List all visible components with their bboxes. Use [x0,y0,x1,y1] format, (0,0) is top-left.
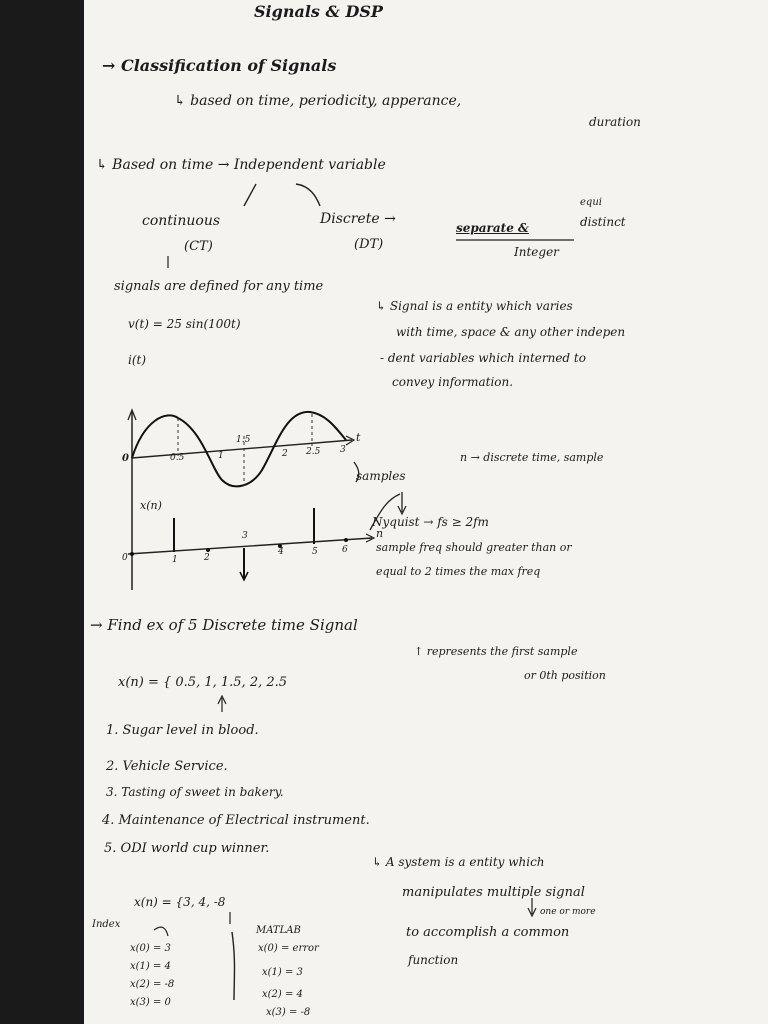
samples-label: samples [356,469,406,483]
arrow-to-continuous [244,184,256,206]
sequence-line: x(n) = { 0.5, 1, 1.5, 2, 2.5 [118,675,288,690]
index-label: Index [92,919,121,930]
index-row-0: x(0) = 3 [130,943,171,954]
sample-dot-2 [206,548,210,552]
example-1: 1. Sugar level in blood. [106,723,259,738]
signal-def-4: convey information. [392,375,514,389]
matlab-row-2: x(2) = 4 [262,989,303,1000]
equi-label: equi [580,197,602,208]
distinct-label: distinct [580,215,626,229]
notebook-page [84,0,768,1024]
matlab-row-3: x(3) = -8 [266,1007,311,1018]
index-row-2: x(2) = -8 [130,979,175,990]
discrete-tick-1: 1 [172,555,178,565]
page-title: Signals & DSP [254,2,383,21]
discrete-tick-5: 5 [312,547,318,557]
graph-tick-2: 2 [282,449,288,459]
separate-label: separate & [456,221,529,235]
equation-i: i(t) [128,353,147,367]
discrete-tick-4: 4 [278,547,284,557]
example-2: 2. Vehicle Service. [106,759,228,774]
graph-origin: 0 [122,453,129,464]
classification-heading: → Classification of Signals [102,56,337,75]
matlab-separator [232,932,235,1000]
defined-line: signals are defined for any time [114,279,324,294]
index-arrow [154,927,168,936]
equation-v: v(t) = 25 sin(100t) [128,317,241,331]
index-row-3: x(3) = 0 [130,997,171,1008]
discrete-tick-3: 3 [242,531,248,541]
signal-def-1: ↳ Signal is a entity which varies [376,299,573,313]
dt-label: (DT) [354,237,384,252]
nyquist-line: Nyquist → fs ≥ 2fm [372,515,489,529]
ct-label: (CT) [184,239,213,254]
system-4: function [408,953,459,967]
graph-tick-1: 1 [218,451,224,461]
continuous-label: continuous [142,213,221,229]
classification-basis: ↳ based on time, periodicity, apperance, [174,93,462,109]
handdrawn-sketches [84,0,768,1024]
discrete-tick-0: 0 [122,553,128,563]
discrete-tick-2: 2 [204,553,210,563]
example-3: 3. Tasting of sweet in bakery. [106,785,284,799]
index-sequence: x(n) = {3, 4, -8 [134,895,226,909]
find-heading: → Find ex of 5 Discrete time Signal [90,616,358,634]
signal-def-2: with time, space & any other indepen [396,325,626,339]
example-5: 5. ODI world cup winner. [104,841,270,856]
matlab-row-0: x(0) = error [258,943,319,954]
system-2: manipulates multiple signal [402,885,585,900]
classification-basis-cont: duration [589,115,641,129]
graph-tick-25: 2.5 [306,447,321,457]
matlab-label: MATLAB [256,925,301,936]
system-3: to accomplish a common [406,925,570,940]
index-row-1: x(1) = 4 [130,961,171,972]
signal-def-3: - dent variables which interned to [380,351,586,365]
discrete-time-line: n → discrete time, sample [460,451,604,464]
sample-freq-2: equal to 2 times the max freq [376,565,541,578]
discrete-n-label: n [376,527,384,540]
arrow-to-discrete [296,184,320,206]
example-4: 4. Maintenance of Electrical instrument. [102,813,370,828]
graph-tick-15: 1.5 [236,435,251,445]
graph-tick-3: 3 [340,445,346,455]
system-1: ↳ A system is a entity which [372,855,545,869]
sample-freq-1: sample freq should greater than or [376,541,572,554]
graph-t-label: t [356,431,361,444]
one-or-more: one or more [540,907,596,917]
graph-tick-05: 0.5 [170,453,185,463]
represents-1: ↑ represents the first sample [414,645,578,658]
integer-label: Integer [514,245,559,259]
sample-dot-0 [130,552,134,556]
sample-dot-6 [344,538,348,542]
based-on-time: ↳ Based on time → Independent variable [96,157,386,173]
matlab-row-1: x(1) = 3 [262,967,303,978]
discrete-label: Discrete → [320,211,396,227]
discrete-tick-6: 6 [342,545,348,555]
represents-2: or 0th position [524,669,606,682]
discrete-n-axis [128,538,372,554]
discrete-xn-label: x(n) [140,499,162,512]
